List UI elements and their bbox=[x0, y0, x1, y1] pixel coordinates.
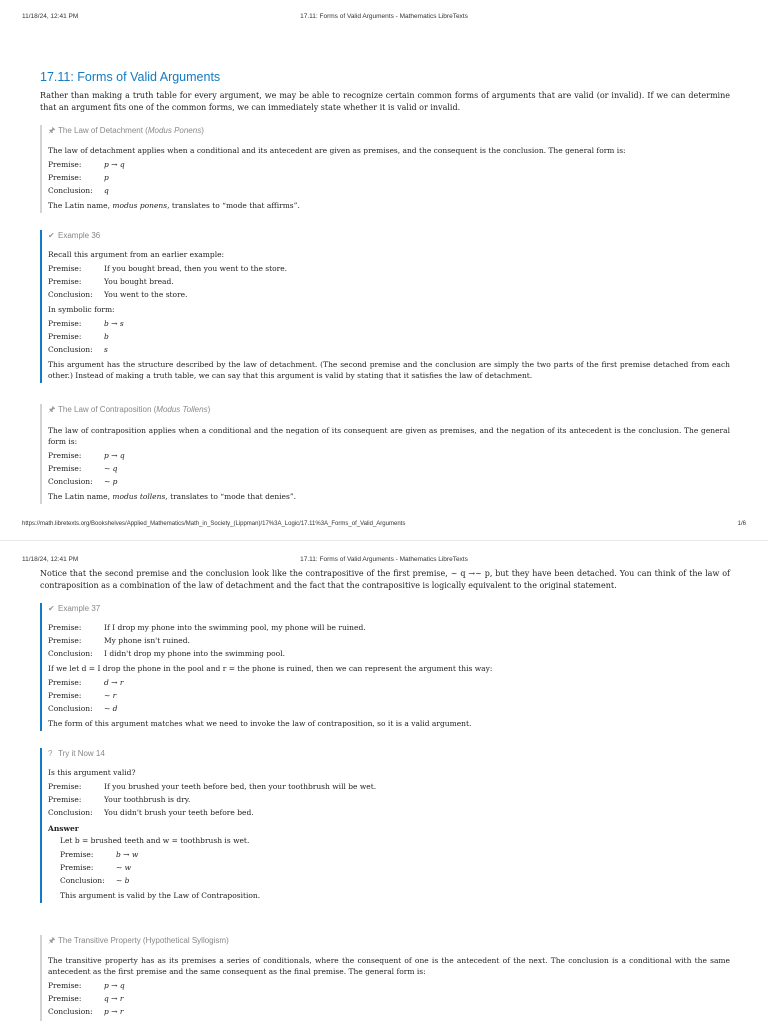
argument-row: Premise: b → s bbox=[48, 319, 124, 328]
box-header: ✔ Example 37 bbox=[48, 604, 101, 613]
argument-form bbox=[48, 262, 730, 301]
law-of-detachment-box bbox=[40, 125, 730, 213]
box-header: ✔ Example 36 bbox=[48, 231, 101, 240]
argument-form bbox=[48, 979, 730, 1018]
transitive-text: The transitive property has as its premises a series of conditionals, where the consequent of one is the antecedent of the next. The conclusion is a conditional with the same antecedent as the first premise and the same consequent as the final premise. The general form is: bbox=[48, 956, 730, 976]
detachment-text: The law of detachment applies when a conditional and its antecedent are given as premises, and the consequent is the conclusion. The general form is: bbox=[48, 146, 626, 155]
print-url: https://math.libretexts.org/Bookshelves/Applied_Mathematics/Math_in_Society_(Lippman)/17%3A_Logic/17.11%3A_Forms_of_Valid_Arguments bbox=[22, 521, 406, 527]
intro-paragraph: Rather than making a truth table for every argument, we may be able to recognize certain common forms of arguments that are valid (or invalid). If we can determine that an argument fits one of the common forms, we can immediately state whether it is valid or invalid. bbox=[40, 91, 730, 112]
argument-row: Conclusion: ∼ b bbox=[60, 876, 130, 885]
argument-form bbox=[48, 449, 730, 488]
pin-icon: 🖈︎ bbox=[48, 126, 56, 135]
argument-row: Premise: Your toothbrush is dry. bbox=[48, 795, 191, 804]
argument-row: Conclusion: s bbox=[48, 345, 108, 354]
argument-row: Conclusion: q bbox=[48, 186, 109, 195]
box-header: 🖈︎ The Transitive Property (Hypothetical Syllogism) bbox=[48, 936, 229, 945]
argument-row: Premise: b bbox=[48, 332, 109, 341]
argument-form bbox=[48, 621, 730, 660]
transitive-property-box bbox=[40, 935, 730, 1021]
argument-row: Premise: b → w bbox=[60, 850, 139, 859]
try-it-now-14-box bbox=[40, 748, 730, 903]
box-header: ? Try it Now 14 bbox=[48, 749, 105, 758]
argument-row: Premise: If you bought bread, then you went to the store. bbox=[48, 264, 288, 273]
contraposition-text: The law of contraposition applies when a conditional and the negation of its consequent are given as premises, and the negation of its antecedent is the conclusion. The general form is: bbox=[48, 426, 730, 446]
pin-icon: 🖈︎ bbox=[48, 936, 56, 945]
argument-row: Premise: p → q bbox=[48, 981, 125, 990]
argument-row: Conclusion: ∼ d bbox=[48, 704, 118, 713]
argument-row: Premise: p bbox=[48, 173, 109, 182]
page-title: 17.11: Forms of Valid Arguments bbox=[40, 70, 221, 84]
print-footer bbox=[22, 521, 746, 531]
print-doc-title: 17.11: Forms of Valid Arguments - Mathematics LibreTexts bbox=[300, 13, 468, 20]
argument-row: Conclusion: p → r bbox=[48, 1007, 124, 1016]
argument-row: Premise: ∼ w bbox=[60, 863, 132, 872]
page-divider bbox=[0, 540, 768, 541]
pin-icon: 🖈︎ bbox=[48, 405, 56, 414]
argument-row: Premise: You bought bread. bbox=[48, 277, 174, 286]
argument-row: Conclusion: You didn't brush your teeth before bed. bbox=[48, 808, 254, 817]
argument-row: Conclusion: You went to the store. bbox=[48, 290, 188, 299]
latin-name-text: The Latin name, modus ponens, translates to “mode that affirms”. bbox=[48, 201, 300, 210]
example-36-box bbox=[40, 230, 730, 383]
argument-row: Premise: p → q bbox=[48, 160, 125, 169]
title-italic: Modus Ponens bbox=[147, 126, 202, 135]
argument-row: Premise: d → r bbox=[48, 678, 124, 687]
answer-let: Let b = brushed teeth and w = toothbrush is wet. bbox=[60, 836, 250, 845]
argument-form bbox=[48, 676, 730, 715]
box-header: 🖈︎ The Law of Contraposition (Modus Tollens) bbox=[48, 405, 211, 414]
example-explanation: The form of this argument matches what we need to invoke the law of contraposition, so it is a valid argument. bbox=[48, 719, 472, 728]
example-37-box bbox=[40, 603, 730, 731]
question-icon: ? bbox=[48, 749, 53, 758]
check-icon: ✔ bbox=[48, 604, 55, 613]
print-date: 11/18/24, 12:41 PM bbox=[22, 13, 79, 20]
argument-row: Premise: ∼ q bbox=[48, 464, 118, 473]
argument-row: Premise: If I drop my phone into the swimming pool, my phone will be ruined. bbox=[48, 623, 366, 632]
notice-paragraph: Notice that the second premise and the conclusion look like the contrapositive of the first premise, ∼ q →∼ p, but they have been detached. You can think of the law of contraposition as a combination of the law of detachment and the fact that the contrapositive is logically equivalent to the original statement. bbox=[40, 569, 730, 590]
law-of-contraposition-box bbox=[40, 404, 730, 504]
argument-row: Premise: My phone isn't ruined. bbox=[48, 636, 190, 645]
argument-form bbox=[48, 158, 730, 197]
argument-form bbox=[48, 317, 730, 356]
argument-row: Conclusion: ∼ p bbox=[48, 477, 118, 486]
answer-content bbox=[60, 835, 730, 901]
check-icon: ✔ bbox=[48, 231, 55, 240]
print-page-2 bbox=[0, 548, 768, 1024]
answer-toggle[interactable]: Answer bbox=[48, 824, 79, 833]
argument-row: Conclusion: I didn't drop my phone into the swimming pool. bbox=[48, 649, 285, 658]
argument-row: Premise: If you brushed your teeth before bed, then your toothbrush will be wet. bbox=[48, 782, 377, 791]
argument-row: Premise: p → q bbox=[48, 451, 125, 460]
example-explanation: This argument has the structure described by the law of detachment. (The second premise and the conclusion are simply the two parts of the first premise detached from each other.) Instead of making a truth table, we can say that this argument is valid by stating that it satisfies the law of detachment. bbox=[48, 360, 730, 380]
symbolic-form-label: In symbolic form: bbox=[48, 305, 115, 314]
latin-name-text: The Latin name, modus tollens, translates to “mode that denies”. bbox=[48, 492, 297, 501]
print-header bbox=[22, 13, 746, 23]
argument-row: Premise: q → r bbox=[48, 994, 124, 1003]
try-question: Is this argument valid? bbox=[48, 768, 136, 777]
answer-text: This argument is valid by the Law of Contraposition. bbox=[60, 891, 261, 900]
print-page-number: 1/6 bbox=[737, 521, 746, 527]
box-header: 🖈︎ The Law of Detachment (Modus Ponens) bbox=[48, 126, 204, 135]
print-header bbox=[22, 556, 746, 566]
print-date: 11/18/24, 12:41 PM bbox=[22, 556, 79, 563]
argument-row: Premise: ∼ r bbox=[48, 691, 117, 700]
argument-form bbox=[60, 848, 730, 887]
argument-form bbox=[48, 780, 730, 819]
example-intro: Recall this argument from an earlier example: bbox=[48, 250, 225, 259]
print-doc-title: 17.11: Forms of Valid Arguments - Mathematics LibreTexts bbox=[300, 556, 468, 563]
variable-definition: If we let d = I drop the phone in the pool and r = the phone is ruined, then we can represent the argument this way: bbox=[48, 664, 493, 673]
